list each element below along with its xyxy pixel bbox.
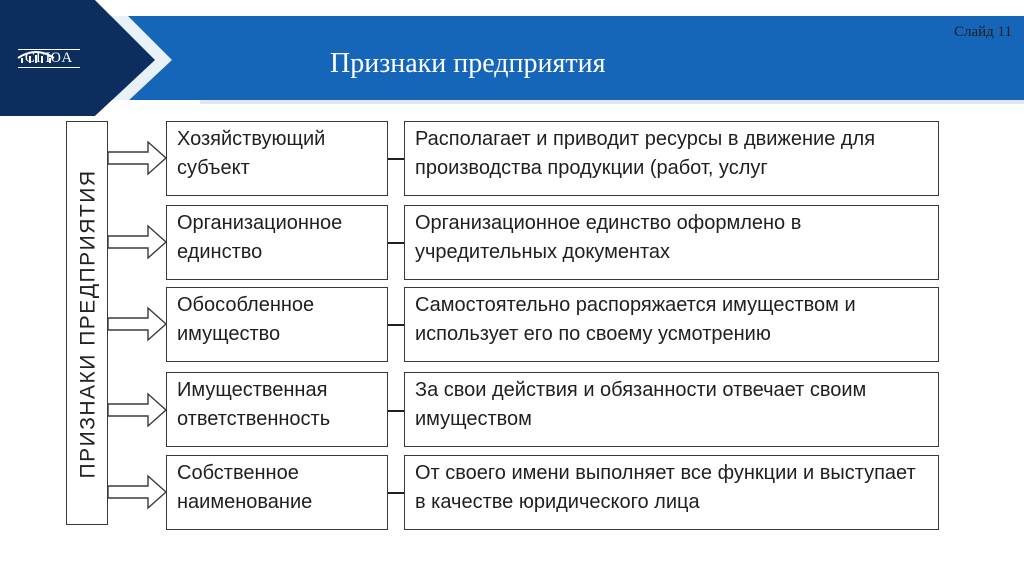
feature-name-box: Организационное единство bbox=[166, 205, 388, 280]
arrow-right-icon bbox=[108, 476, 166, 508]
feature-description-box: Организационное единство оформлено в учредительных документах bbox=[404, 205, 939, 280]
arrow-right-icon bbox=[108, 226, 166, 258]
logo-text: СГЮА bbox=[18, 49, 80, 68]
feature-description-box: За свои действия и обязанности отвечает своим имуществом bbox=[404, 372, 939, 447]
vertical-label: ПРИЗНАКИ ПРЕДПРИЯТИЯ bbox=[76, 169, 99, 479]
connector-dash bbox=[388, 242, 404, 244]
feature-name-box: Собственное наименование bbox=[166, 455, 388, 530]
feature-description-box: От своего имени выполняет все функции и выступает в качестве юридического лица bbox=[404, 455, 939, 530]
arrow-right-icon bbox=[108, 142, 166, 174]
slide-title: Признаки предприятия bbox=[330, 48, 606, 79]
connector-dash bbox=[388, 158, 404, 160]
arrow-right-icon bbox=[108, 308, 166, 340]
feature-description-box: Самостоятельно распоряжается имуществом и использует его по своему усмотрению bbox=[404, 287, 939, 362]
slide-number: Слайд 11 bbox=[953, 24, 1012, 40]
feature-description-box: Располагает и приводит ресурсы в движение для производства продукции (работ, услуг bbox=[404, 121, 939, 196]
arrow-right-icon bbox=[108, 394, 166, 426]
feature-name-box: Обособленное имущество bbox=[166, 287, 388, 362]
connector-dash bbox=[388, 492, 404, 494]
feature-name-box: Хозяйствующий субъект bbox=[166, 121, 388, 196]
connector-dash bbox=[388, 324, 404, 326]
feature-name-box: Имущественная ответственность bbox=[166, 372, 388, 447]
connector-dash bbox=[388, 410, 404, 412]
